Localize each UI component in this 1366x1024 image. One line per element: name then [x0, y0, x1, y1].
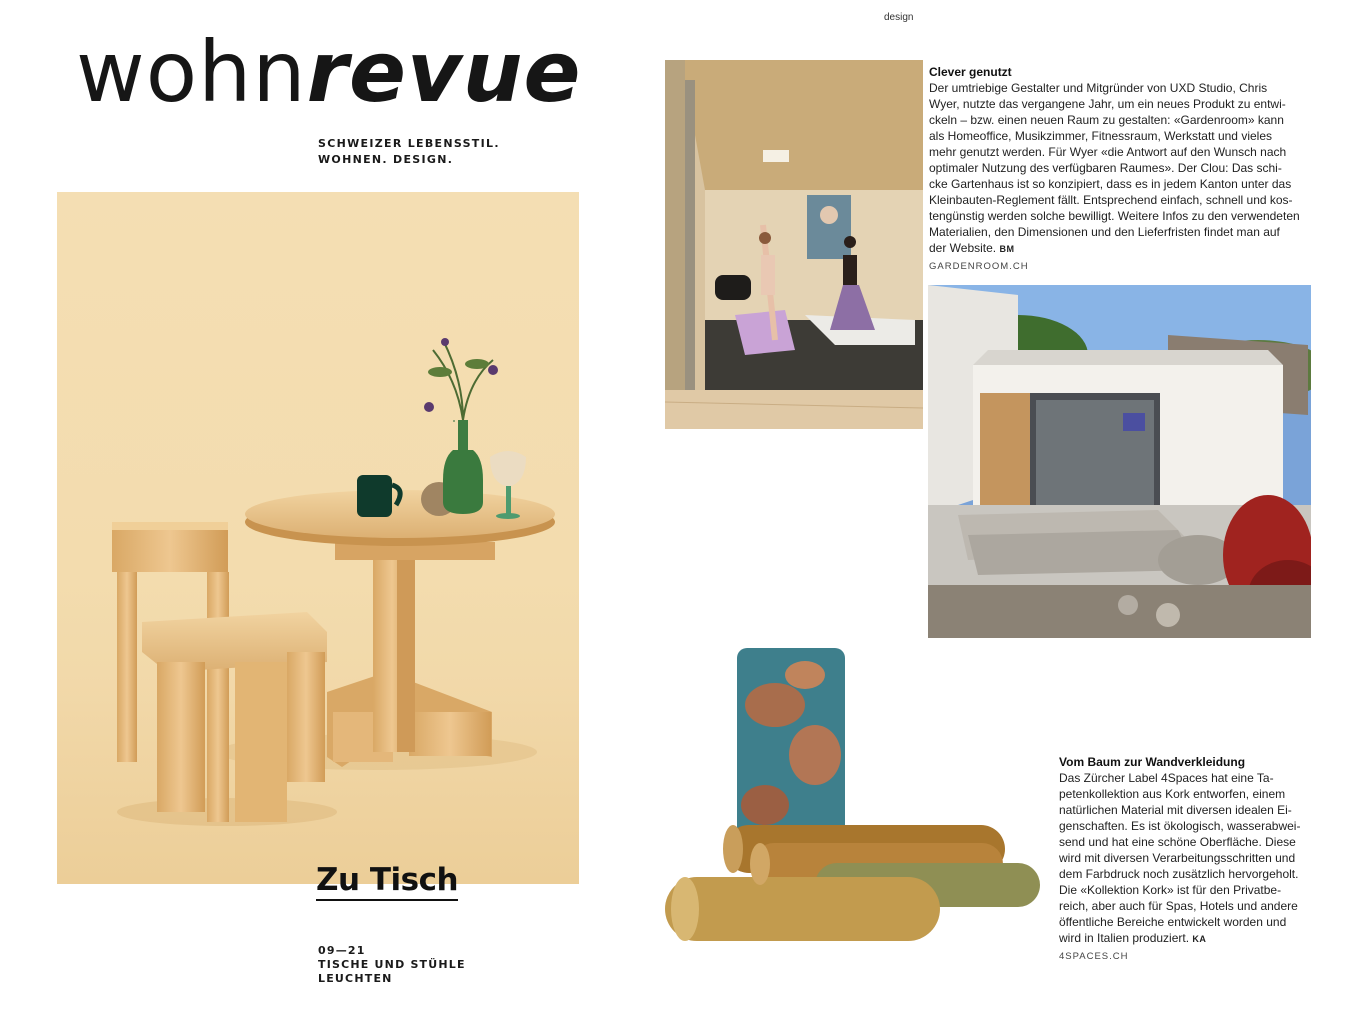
hero-illustration [57, 192, 579, 884]
article-url: 4SPACES.CH [1059, 951, 1129, 962]
feature-title: Zu Tisch [316, 862, 458, 901]
article-line: Die «Kollektion Kork» ist für den Privatbe- [1059, 883, 1282, 897]
hero-image-table-chair [57, 192, 579, 884]
article-body [929, 80, 1315, 257]
toc-item: LEUCHTEN [318, 972, 393, 985]
article-line: ckeln – bzw. einen neuen Raum zu gestalten: «Gardenroom» kann [929, 113, 1284, 127]
table-of-contents [318, 944, 466, 986]
article-line: cke Gartenhaus ist so konzipiert, dass es in jedem Kanton unter das [929, 177, 1292, 191]
article-title: Clever genutzt [929, 65, 1012, 79]
article-gardenroom [929, 64, 1315, 275]
article-line: der Website. [929, 241, 997, 255]
masthead-revue: revue [306, 23, 582, 121]
article-line: Das Zürcher Label 4Spaces hat eine Ta- [1059, 771, 1274, 785]
tagline-line: SCHWEIZER LEBENSSTIL. [318, 137, 500, 150]
magazine-masthead [76, 23, 582, 121]
interior-illustration [665, 60, 923, 429]
article-line: natürlichen Material mit diversen idealen Ei- [1059, 803, 1292, 817]
article-title: Vom Baum zur Wandverkleidung [1059, 755, 1246, 769]
toc-page-range: 09—21 [318, 944, 366, 957]
tagline-line: WOHNEN. DESIGN. [318, 153, 454, 166]
tagline [318, 136, 500, 168]
masthead-wohn: wohn [76, 23, 307, 121]
article-line: Der umtriebige Gestalter und Mitgründer von UXD Studio, Chris [929, 81, 1268, 95]
photo-cork-wallpaper-rolls [665, 645, 1048, 965]
photo-gardenroom-exterior [928, 285, 1311, 638]
article-line: Wyer, nutzte das vergangene Jahr, um ein neues Produkt zu entwi- [929, 97, 1286, 111]
article-line: öffentliche Bereiche entwickelt worden und [1059, 915, 1287, 929]
article-line: optimaler Nutzung des verfügbaren Raumes». Der Clou: Das schi- [929, 161, 1282, 175]
article-line: send und hat eine schöne Oberfläche. Diese [1059, 835, 1296, 849]
article-line: petenkollektion aus Kork entworfen, einem [1059, 787, 1286, 801]
article-line: Kleinbauten-Reglement fällt. Entsprechend einfach, schnell und kos- [929, 193, 1293, 207]
article-line: Materialien, den Dimensionen und den Lieferfristen findet man auf [929, 225, 1280, 239]
cork-rolls-illustration [665, 645, 1048, 965]
article-body [1059, 770, 1319, 947]
article-line: reich, aber auch für Spas, Hotels und andere [1059, 899, 1298, 913]
article-line: wird mit diversen Verarbeitungsschritten und [1059, 851, 1296, 865]
article-line: genschaften. Es ist ökologisch, wasserabwei- [1059, 819, 1301, 833]
section-label: design [884, 12, 914, 23]
article-cork-wallpaper [1059, 754, 1319, 965]
author-signature: KA [1192, 934, 1207, 944]
article-url: GARDENROOM.CH [929, 261, 1029, 272]
article-line: dem Farbdruck noch zusätzlich hervorgeholt. [1059, 867, 1299, 881]
article-line: tengünstig werden solche bewilligt. Weitere Infos zu den verwendeten [929, 209, 1300, 223]
article-line: mehr genutzt werden. Für Wyer «die Antwort auf den Wunsch nach [929, 145, 1287, 159]
author-signature: BM [999, 244, 1015, 254]
photo-gardenroom-interior [665, 60, 923, 429]
exterior-illustration [928, 285, 1311, 638]
toc-item: TISCHE UND STÜHLE [318, 958, 466, 971]
article-line: wird in Italien produziert. [1059, 931, 1190, 945]
article-line: als Homeoffice, Musikzimmer, Fitnessraum, Werkstatt und vieles [929, 129, 1272, 143]
